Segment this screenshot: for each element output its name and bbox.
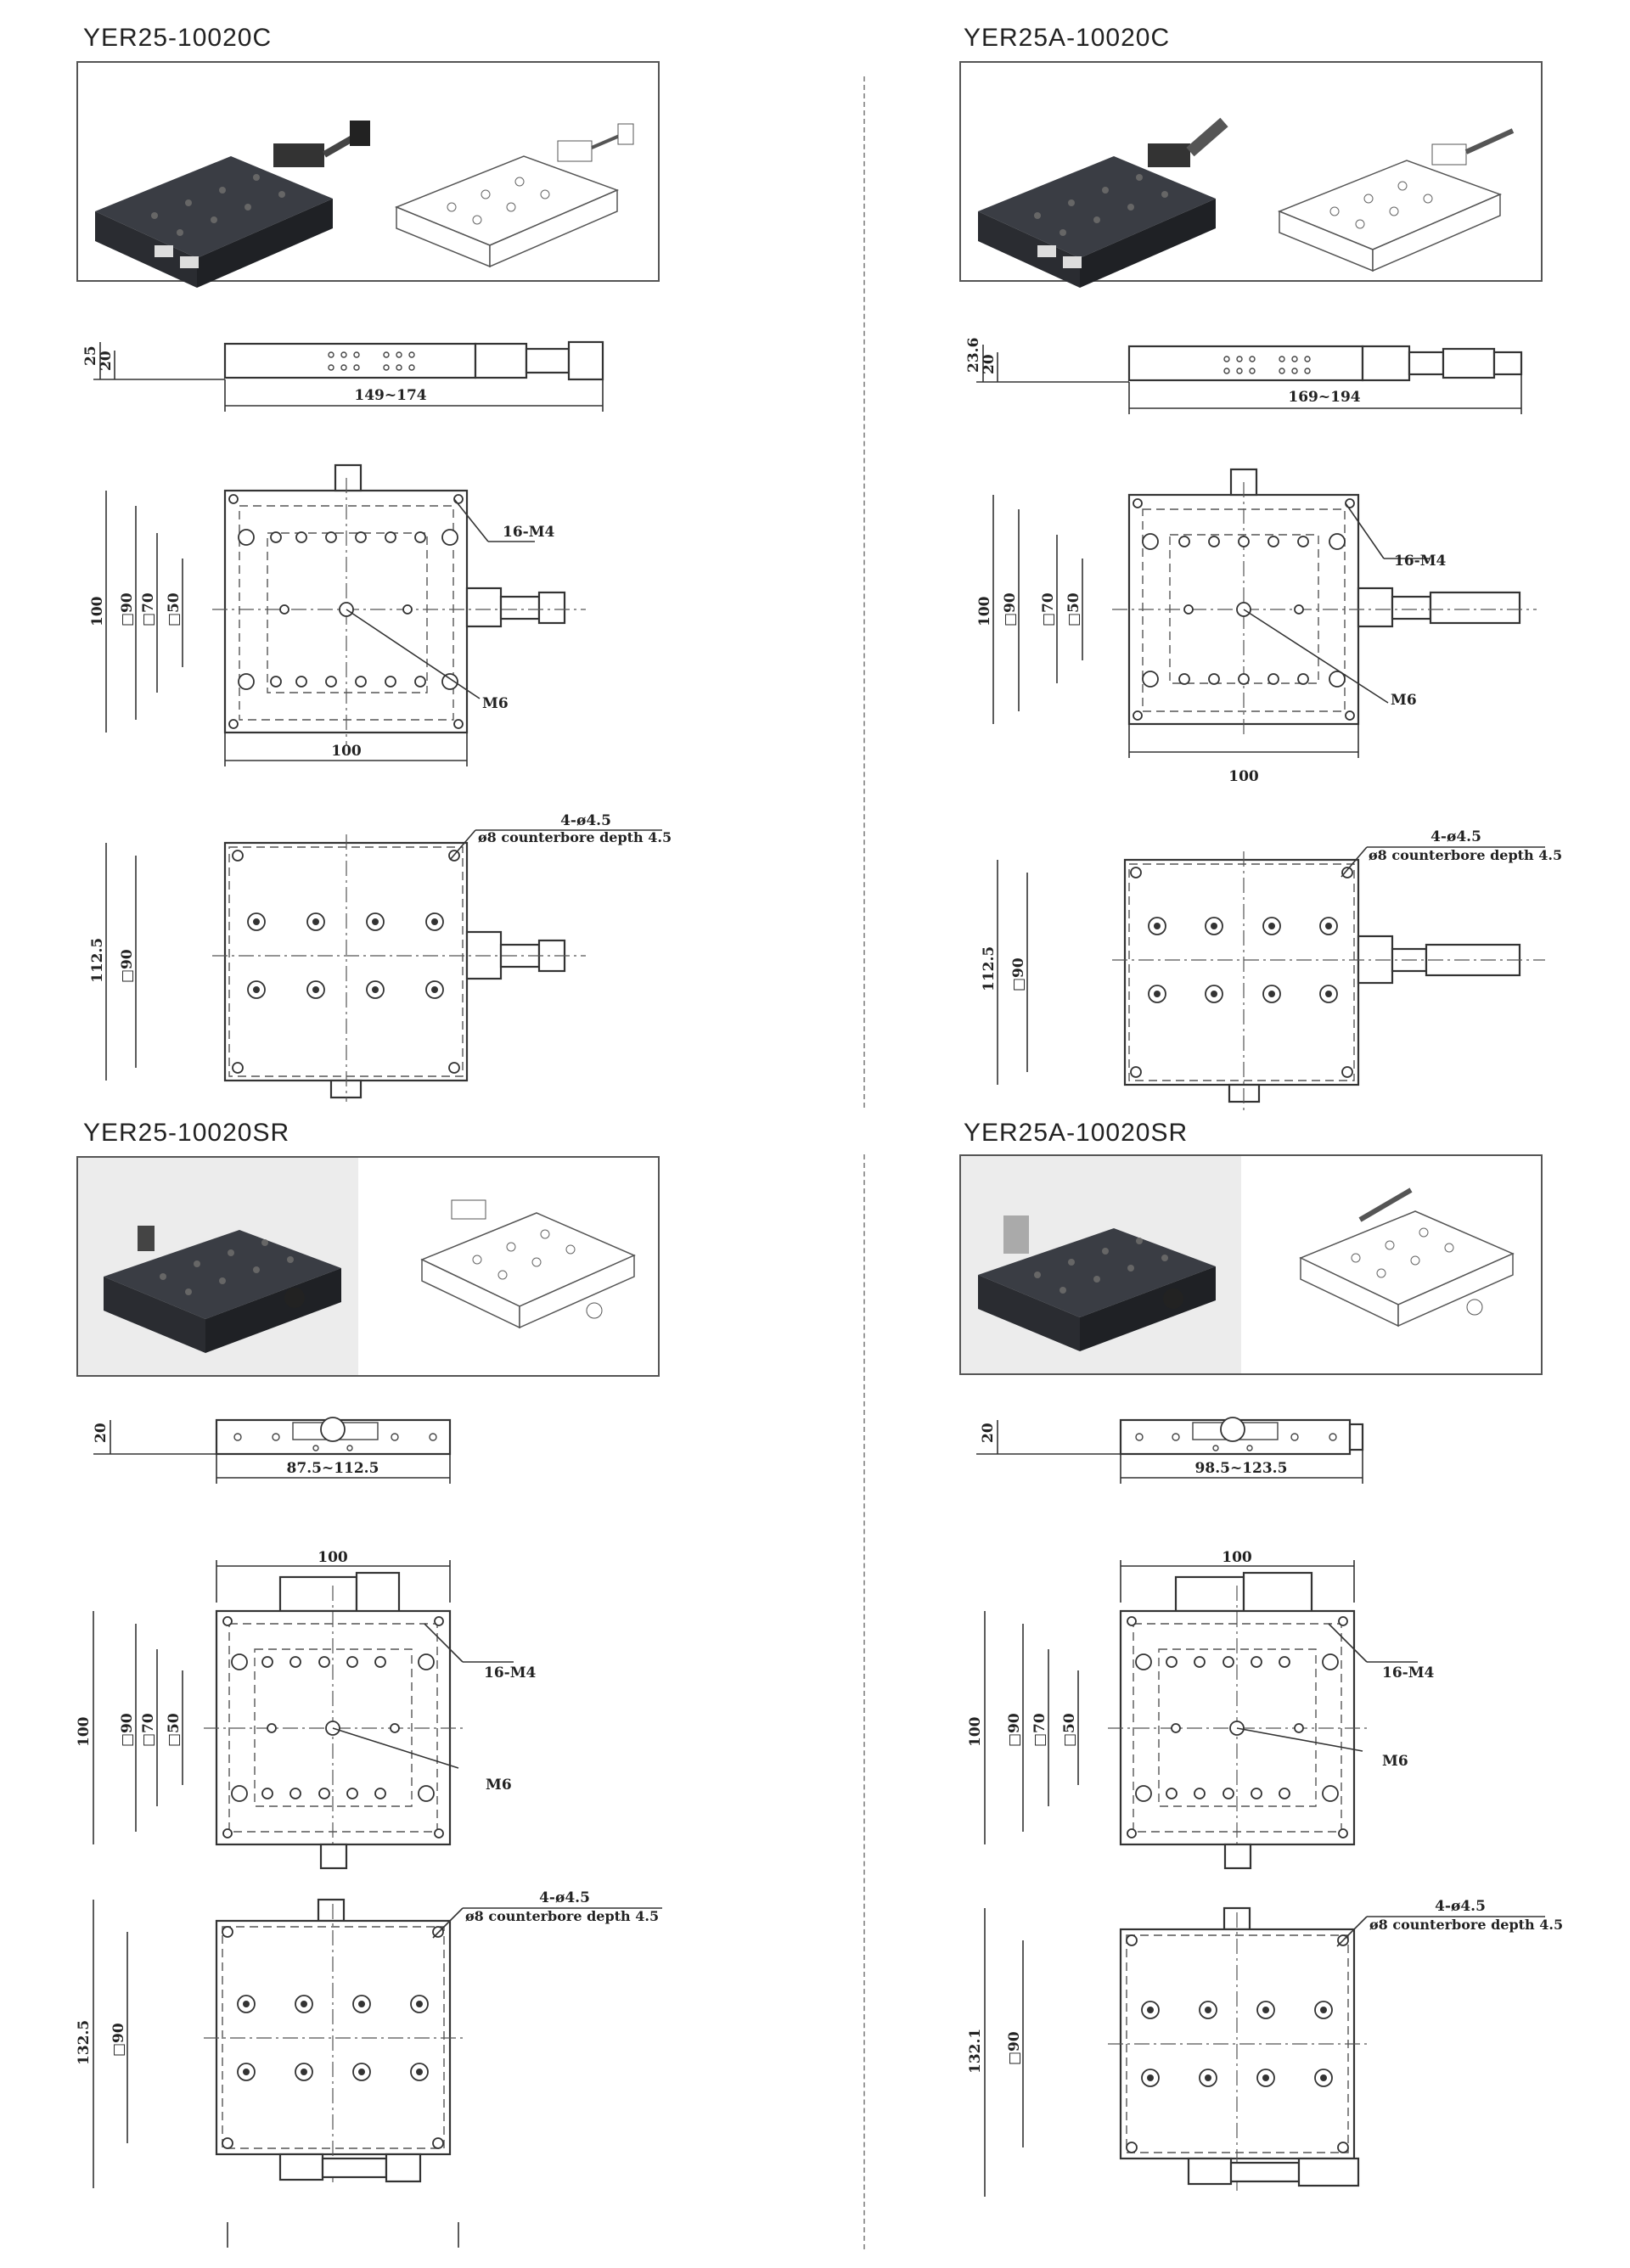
dim-bottom-sq: □90 bbox=[119, 949, 136, 983]
dim-sq3: □50 bbox=[1061, 1713, 1078, 1747]
label-counterbore: ø8 counterbore depth 4.5 bbox=[1369, 847, 1563, 863]
dim-bottom-sq: □90 bbox=[1010, 957, 1027, 991]
label-bottom-holes: 4-ø4.5 bbox=[539, 1889, 590, 1906]
side-view-drawing bbox=[76, 317, 656, 418]
dim-top-height: 100 bbox=[89, 596, 106, 626]
label-holes: 16-M4 bbox=[1382, 1665, 1435, 1681]
product-section-2 bbox=[76, 1119, 874, 2256]
dim-travel-length: 87.5~112.5 bbox=[286, 1460, 379, 1477]
stage-drawing-icon bbox=[961, 1156, 1541, 1373]
stage-drawing-icon bbox=[78, 63, 658, 280]
bottom-view-drawing bbox=[959, 1898, 1564, 2209]
product-section-0 bbox=[76, 24, 874, 1110]
dim-sq2: □70 bbox=[1040, 592, 1057, 626]
dim-sq2: □70 bbox=[1031, 1713, 1048, 1747]
dim-sq3: □50 bbox=[166, 1713, 183, 1747]
bottom-view-drawing bbox=[76, 812, 672, 1102]
dim-travel-length: 98.5~123.5 bbox=[1194, 1460, 1288, 1477]
dim-height-total: 23.6 bbox=[965, 337, 982, 373]
dim-top-width: 100 bbox=[318, 1549, 348, 1566]
stage-drawing-icon bbox=[961, 63, 1541, 280]
dim-height-body: 20 bbox=[98, 351, 115, 371]
dim-sq1: □90 bbox=[119, 1713, 136, 1747]
label-holes: 16-M4 bbox=[1394, 553, 1447, 570]
label-counterbore: ø8 counterbore depth 4.5 bbox=[465, 1908, 660, 1924]
label-bottom-holes: 4-ø4.5 bbox=[560, 812, 611, 829]
label-counterbore: ø8 counterbore depth 4.5 bbox=[478, 829, 672, 845]
dim-height-total: 20 bbox=[93, 1423, 110, 1443]
label-holes: 16-M4 bbox=[484, 1665, 537, 1681]
label-center: M6 bbox=[1391, 692, 1417, 709]
dim-sq1: □90 bbox=[1006, 1713, 1023, 1747]
dim-bottom-height: 132.5 bbox=[76, 2019, 93, 2065]
stage-drawing-icon bbox=[78, 1158, 658, 1375]
label-holes: 16-M4 bbox=[503, 524, 555, 541]
dim-top-width: 100 bbox=[1228, 768, 1259, 785]
dim-travel-length: 149~174 bbox=[354, 387, 427, 404]
top-view-drawing bbox=[959, 457, 1539, 796]
dim-height-total: 20 bbox=[980, 1423, 997, 1443]
dim-height-total: 25 bbox=[82, 345, 99, 366]
label-center: M6 bbox=[482, 695, 509, 712]
side-view-drawing bbox=[959, 317, 1539, 418]
product-image-panel bbox=[959, 61, 1543, 282]
footer-marks bbox=[76, 2222, 656, 2248]
dim-bottom-height: 132.1 bbox=[967, 2028, 984, 2074]
label-bottom-holes: 4-ø4.5 bbox=[1430, 828, 1481, 845]
dim-height-body: 20 bbox=[981, 354, 998, 374]
dim-sq3: □50 bbox=[166, 592, 183, 626]
bottom-view-drawing bbox=[959, 828, 1563, 1114]
product-section-3 bbox=[959, 1119, 1630, 2256]
model-title: YER25-10020C bbox=[83, 24, 273, 52]
dim-bottom-height: 112.5 bbox=[89, 937, 106, 983]
top-view-drawing bbox=[76, 457, 656, 796]
model-title: YER25A-10020C bbox=[964, 24, 1171, 52]
dim-bottom-sq: □90 bbox=[1006, 2031, 1023, 2065]
dim-top-height: 100 bbox=[967, 1716, 984, 1747]
dim-top-width: 100 bbox=[1222, 1549, 1252, 1566]
product-image-panel bbox=[76, 61, 660, 282]
dim-bottom-sq: □90 bbox=[110, 2023, 127, 2057]
label-bottom-holes: 4-ø4.5 bbox=[1435, 1898, 1486, 1915]
top-view-drawing bbox=[959, 1535, 1539, 1874]
product-section-1 bbox=[959, 24, 1630, 1110]
model-title: YER25A-10020SR bbox=[964, 1119, 1189, 1147]
dim-top-width: 100 bbox=[331, 743, 362, 760]
product-image-panel bbox=[959, 1154, 1543, 1375]
side-view-drawing bbox=[959, 1399, 1539, 1492]
dim-bottom-height: 112.5 bbox=[981, 946, 998, 991]
dim-top-height: 100 bbox=[76, 1716, 93, 1747]
model-title: YER25-10020SR bbox=[83, 1119, 290, 1147]
side-view-drawing bbox=[76, 1399, 656, 1492]
top-view-drawing bbox=[76, 1535, 656, 1874]
dim-sq1: □90 bbox=[1002, 592, 1019, 626]
dim-top-height: 100 bbox=[976, 596, 993, 626]
dim-sq3: □50 bbox=[1065, 592, 1082, 626]
dim-sq2: □70 bbox=[140, 1713, 157, 1747]
label-counterbore: ø8 counterbore depth 4.5 bbox=[1369, 1917, 1564, 1933]
dim-sq2: □70 bbox=[140, 592, 157, 626]
label-center: M6 bbox=[486, 1777, 512, 1794]
bottom-view-drawing bbox=[76, 1889, 660, 2201]
label-center: M6 bbox=[1382, 1753, 1408, 1770]
product-image-panel bbox=[76, 1156, 660, 1377]
dim-travel-length: 169~194 bbox=[1288, 389, 1361, 406]
dim-sq1: □90 bbox=[119, 592, 136, 626]
